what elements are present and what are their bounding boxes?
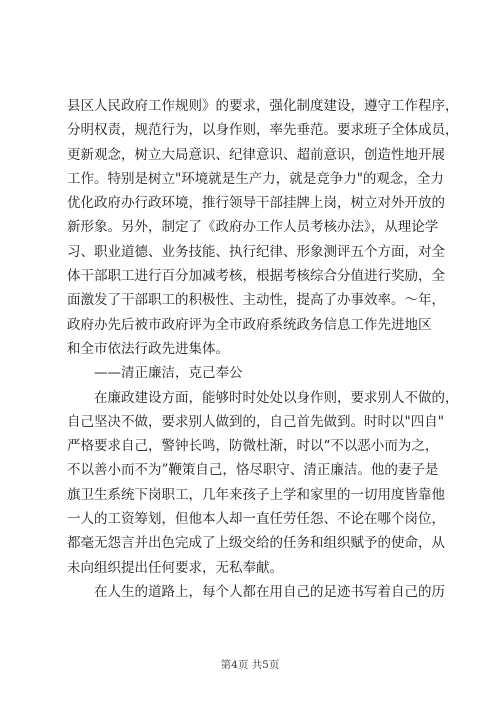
section-heading: ——清正廉洁，克己奉公 <box>94 365 243 382</box>
text-line: 一人的工资筹划，但他本人却一直任劳任怨、不论在哪个岗位， <box>67 511 445 528</box>
text-line: 县区人民政府工作规则》的要求，强化制度建设，遵守工作程序， <box>67 98 459 114</box>
text-line: 在人生的道路上，每个人都在用自己的足迹书写着自己的历 <box>94 583 445 600</box>
text-line: 都毫无怨言并出色完成了上级交给的任务和组织赋予的使命，从 <box>67 535 445 552</box>
text-line: 政府办先后被市政府评为全市政府系统政务信息工作先进地区 <box>67 316 432 333</box>
text-line: 体干部职工进行百分加减考核，根据考核综合分值进行奖励，全 <box>67 268 445 285</box>
text-line: 和全市依法行政先进集体。 <box>67 340 229 357</box>
text-line: 习、职业道德、业务技能、执行纪律、形象测评五个方面，对全 <box>67 243 445 260</box>
text-line: 旗卫生系统下岗职工，几年来孩子上学和家里的一切用度皆靠他 <box>67 486 445 503</box>
document-body <box>67 94 459 604</box>
text-line: 不以善小而不为”鞭策自己，恪尽职守、清正廉洁。他的妻子是 <box>67 462 439 479</box>
text-line: 自己坚决不做，要求别人做到的，自己首先做到。时时以"四自" <box>67 413 444 430</box>
text-line: 严格要求自己，警钟长鸣，防微杜渐，时以“不以恶小而为之， <box>67 438 439 455</box>
text-line: 更新观念，树立大局意识、纪律意识、超前意识，创造性地开展 <box>67 146 445 163</box>
text-line: 在廉政建设方面，能够时时处处以身作则，要求别人不做的， <box>94 389 459 406</box>
text-line: 面激发了干部职工的积极性、主动性，提高了办事效率。～年， <box>67 292 445 309</box>
text-line: 未向组织提出任何要求，无私奉献。 <box>67 559 283 576</box>
text-line: 分明权责，规范行为，以身作则，率先垂范。要求班子全体成员， <box>67 122 459 139</box>
text-line: 新形象。另外，制定了《政府办工作人员考核办法》，从理论学 <box>67 219 439 236</box>
page-number-footer: 第4页 共5页 <box>220 659 280 671</box>
text-line: 优化政府办行政环境，推行领导干部挂牌上岗，树立对外开放的 <box>67 195 445 212</box>
text-line: 工作。特别是树立"环境就是生产力，就是竞争力"的观念，全力 <box>67 170 444 187</box>
